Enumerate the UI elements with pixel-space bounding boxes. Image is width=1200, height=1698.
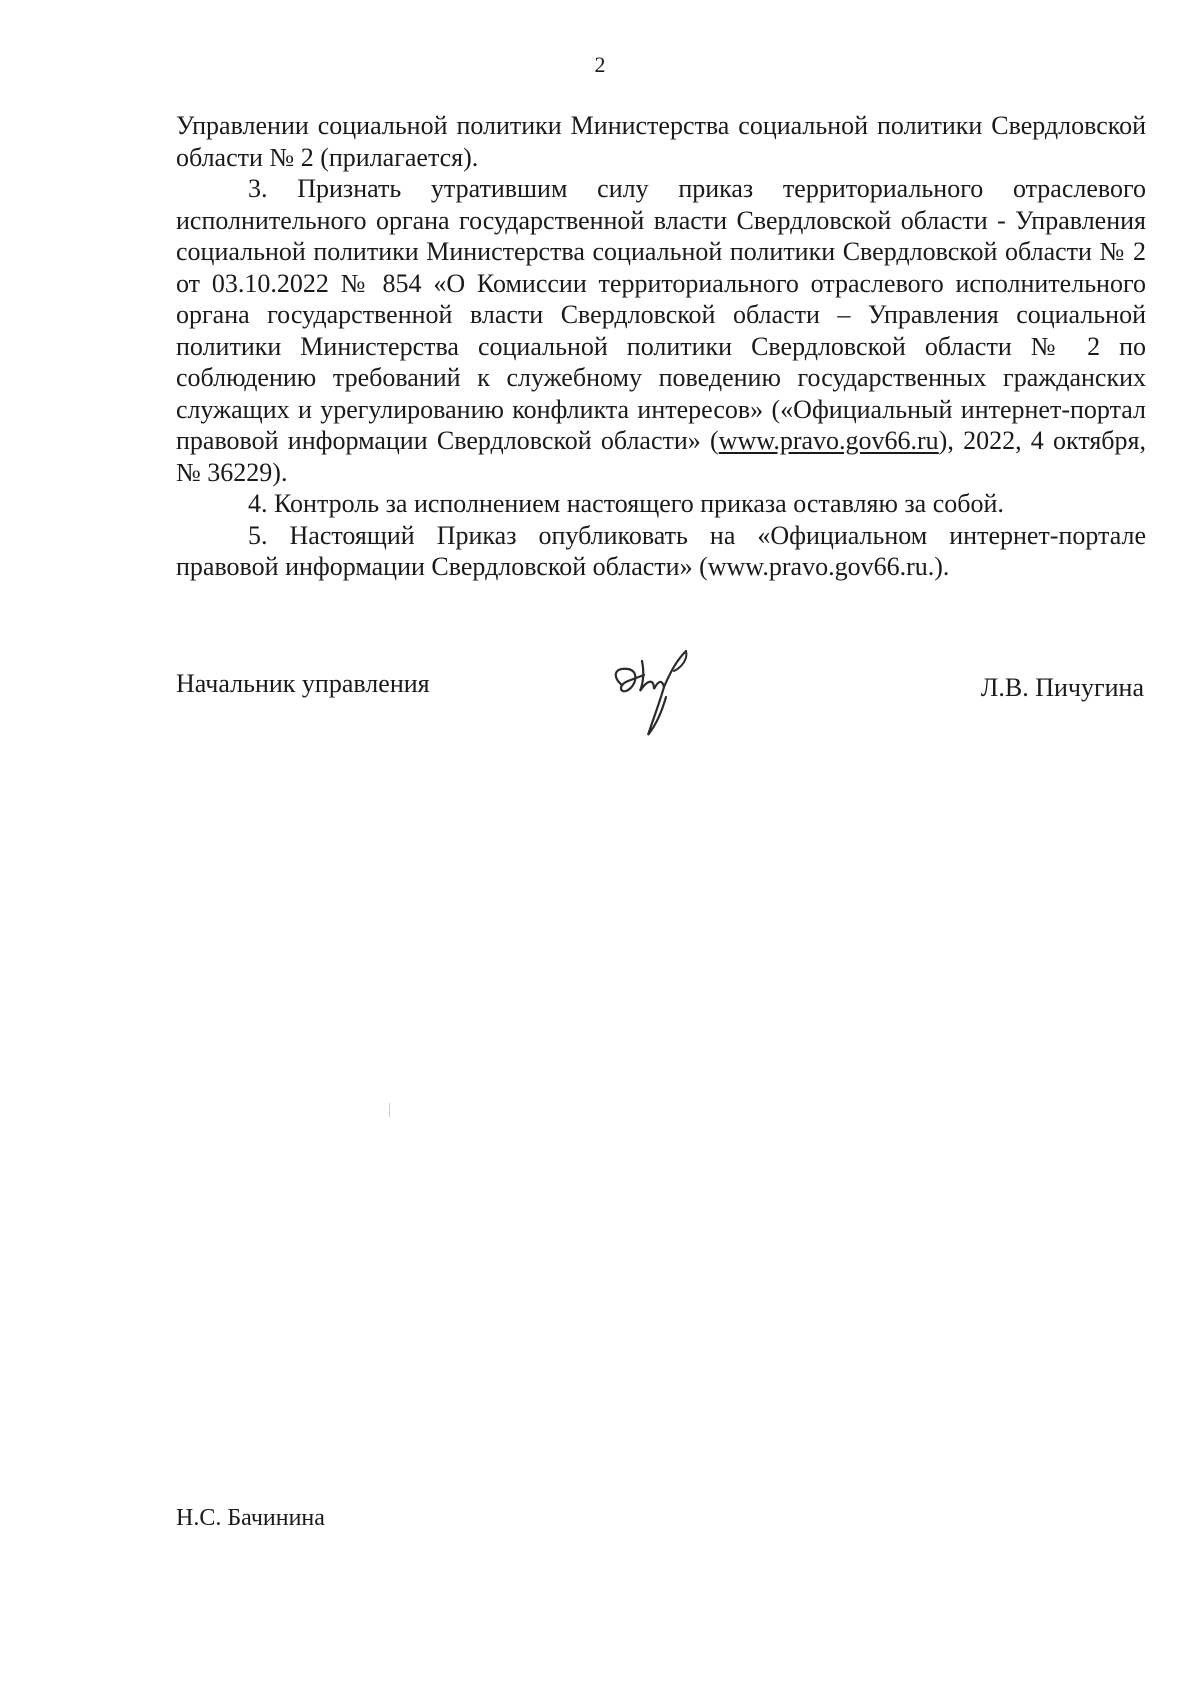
executor-name: Н.С. Бачинина [176,1505,325,1531]
paragraph-item-4: 4. Контроль за исполнением настоящего приказа оставляю за собой. [248,489,1004,518]
paragraph-item-3 [176,173,1146,488]
document-body [176,110,1146,583]
signatory-title: Начальник управления [176,669,430,698]
paragraph-continuation: Управлении социальной политики Министерства социальной политики Свердловской области № 2 (прилагается). [176,111,1146,172]
handwritten-signature-icon [604,645,724,745]
pravo-portal-link[interactable]: www.pravo.gov66.ru [718,426,939,455]
item-3-text: 3. Признать утратившим силу приказ территориального отраслевого исполнительного органа государственной власти Свердловской области - Управления социальной политики Министерства социальной политики Свердловской области № 2 от 03.10.2022 № 854 «О Комиссии территориального отраслевого исполнительного органа государственной власти Свердловской области – Управления социальной политики Министерства социальной политики Свердловской области № 2 по соблюдению требований к служебному поведению государственных гражданских служащих и урегулированию конфликта интересов» («Официальный интернет-портал правовой информации Свердловской области» ( [176,174,1146,455]
signatory-name: Л.В. Пичугина [980,673,1144,702]
paragraph-item-5: 5. Настоящий Приказ опубликовать на «Официальном интернет-портале правовой информации Свердловской области» (www.pravo.gov66.ru.). [176,520,1146,581]
scan-mark [389,1103,390,1117]
item-3-text-end: ), 2022, 4 октября, № 36229). [176,426,1146,487]
signature-block [176,645,1144,745]
page-number: 2 [594,52,606,77]
